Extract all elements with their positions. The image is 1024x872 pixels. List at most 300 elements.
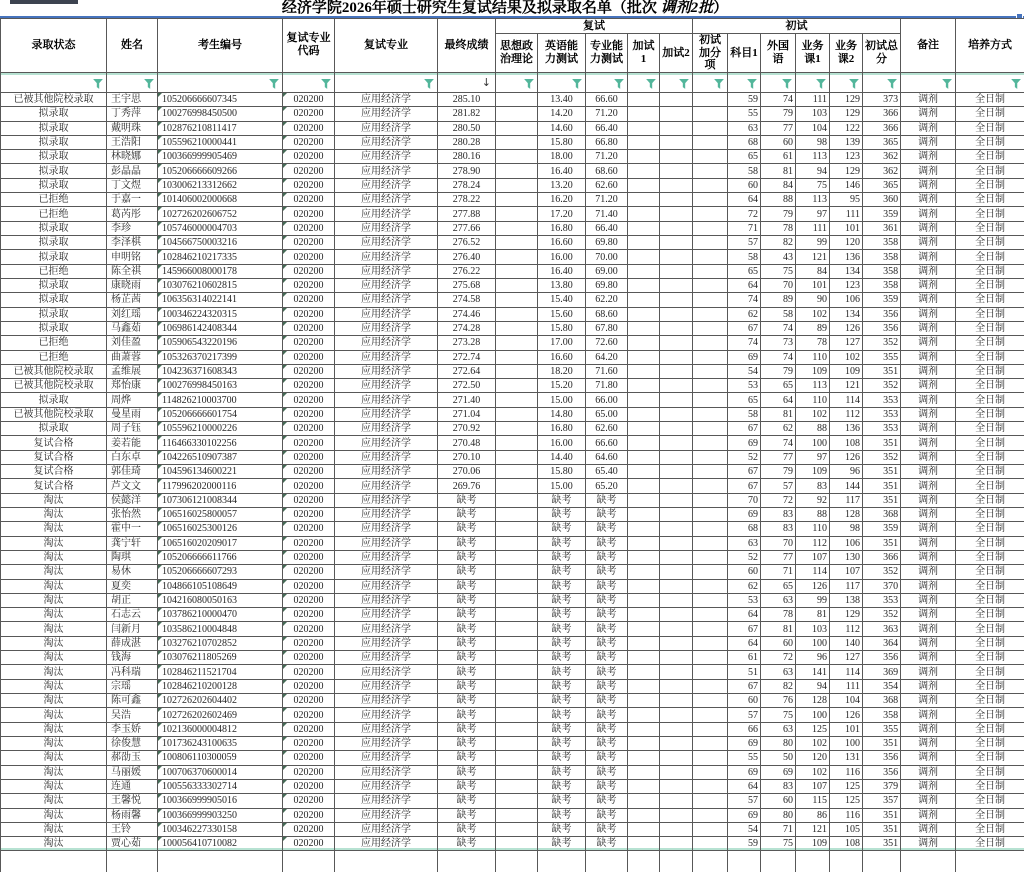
cell-mode[interactable]: 全日制 bbox=[956, 393, 1024, 407]
cell-extra-test-2[interactable] bbox=[660, 493, 693, 507]
cell-candidate-id[interactable]: 104216080050163 bbox=[158, 593, 283, 607]
cell-subject-1[interactable]: 58 bbox=[728, 250, 761, 264]
cell-major-code[interactable]: 020200 bbox=[283, 436, 335, 450]
cell-subject-1[interactable]: 69 bbox=[728, 808, 761, 822]
cell-candidate-id[interactable]: 103076211805269 bbox=[158, 651, 283, 665]
cell-professional-test[interactable]: 66.40 bbox=[586, 221, 628, 235]
cell-professional-test[interactable]: 69.00 bbox=[586, 264, 628, 278]
cell-extra-test-2[interactable] bbox=[660, 550, 693, 564]
cell-course-2[interactable]: 136 bbox=[830, 250, 863, 264]
cell-initial-total[interactable]: 356 bbox=[863, 765, 901, 779]
cell-final-score[interactable]: 281.82 bbox=[438, 107, 496, 121]
cell-subject-1[interactable]: 59 bbox=[728, 92, 761, 106]
cell-professional-test[interactable]: 缺考 bbox=[586, 765, 628, 779]
cell-extra-test-2[interactable] bbox=[660, 622, 693, 636]
cell-extra-test-2[interactable] bbox=[660, 450, 693, 464]
cell-name[interactable]: 曼星雨 bbox=[107, 407, 158, 421]
cell-name[interactable]: 贾心茹 bbox=[107, 837, 158, 851]
cell-major[interactable]: 应用经济学 bbox=[335, 708, 438, 722]
cell-subject-1[interactable]: 64 bbox=[728, 636, 761, 650]
cell-major-code[interactable]: 020200 bbox=[283, 794, 335, 808]
cell-initial-total[interactable]: 351 bbox=[863, 436, 901, 450]
cell-initial-total[interactable]: 359 bbox=[863, 207, 901, 221]
empty-cell[interactable] bbox=[956, 851, 1024, 872]
cell-initial-bonus[interactable] bbox=[693, 407, 728, 421]
cell-mode[interactable]: 全日制 bbox=[956, 579, 1024, 593]
filter-button-initial-total[interactable] bbox=[863, 72, 901, 92]
empty-cell[interactable] bbox=[628, 851, 660, 872]
cell-subject-1[interactable]: 69 bbox=[728, 765, 761, 779]
cell-extra-test-2[interactable] bbox=[660, 364, 693, 378]
cell-name[interactable]: 陈全祺 bbox=[107, 264, 158, 278]
cell-candidate-id[interactable]: 145966008000178 bbox=[158, 264, 283, 278]
cell-initial-bonus[interactable] bbox=[693, 579, 728, 593]
cell-extra-test-1[interactable] bbox=[628, 536, 660, 550]
cell-extra-test-1[interactable] bbox=[628, 507, 660, 521]
cell-mode[interactable]: 全日制 bbox=[956, 150, 1024, 164]
cell-subject-1[interactable]: 60 bbox=[728, 178, 761, 192]
cell-professional-test[interactable]: 缺考 bbox=[586, 493, 628, 507]
cell-professional-test[interactable]: 缺考 bbox=[586, 507, 628, 521]
cell-remark[interactable]: 调剂 bbox=[901, 565, 956, 579]
cell-status[interactable]: 拟录取 bbox=[1, 393, 107, 407]
cell-name[interactable]: 侯懿洋 bbox=[107, 493, 158, 507]
cell-candidate-id[interactable]: 100366999905016 bbox=[158, 794, 283, 808]
cell-extra-test-2[interactable] bbox=[660, 608, 693, 622]
cell-status[interactable]: 淘汰 bbox=[1, 622, 107, 636]
cell-mode[interactable]: 全日制 bbox=[956, 465, 1024, 479]
cell-course-2[interactable]: 139 bbox=[830, 135, 863, 149]
cell-course-1[interactable]: 102 bbox=[796, 307, 830, 321]
cell-professional-test[interactable]: 缺考 bbox=[586, 722, 628, 736]
cell-remark[interactable]: 调剂 bbox=[901, 608, 956, 622]
cell-remark[interactable]: 调剂 bbox=[901, 250, 956, 264]
cell-english-test[interactable]: 14.40 bbox=[538, 450, 586, 464]
cell-status[interactable]: 已拒绝 bbox=[1, 264, 107, 278]
cell-extra-test-1[interactable] bbox=[628, 708, 660, 722]
cell-foreign-language[interactable]: 82 bbox=[761, 679, 796, 693]
cell-extra-test-1[interactable] bbox=[628, 479, 660, 493]
empty-cell[interactable] bbox=[283, 851, 335, 872]
cell-major[interactable]: 应用经济学 bbox=[335, 808, 438, 822]
cell-english-test[interactable]: 16.60 bbox=[538, 350, 586, 364]
cell-english-test[interactable]: 缺考 bbox=[538, 507, 586, 521]
cell-subject-1[interactable]: 62 bbox=[728, 579, 761, 593]
cell-final-score[interactable]: 276.22 bbox=[438, 264, 496, 278]
cell-professional-test[interactable]: 缺考 bbox=[586, 794, 628, 808]
cell-subject-1[interactable]: 69 bbox=[728, 350, 761, 364]
cell-professional-test[interactable]: 缺考 bbox=[586, 651, 628, 665]
cell-mode[interactable]: 全日制 bbox=[956, 679, 1024, 693]
cell-mode[interactable]: 全日制 bbox=[956, 264, 1024, 278]
cell-course-1[interactable]: 110 bbox=[796, 350, 830, 364]
cell-initial-total[interactable]: 359 bbox=[863, 293, 901, 307]
cell-foreign-language[interactable]: 74 bbox=[761, 321, 796, 335]
cell-foreign-language[interactable]: 80 bbox=[761, 808, 796, 822]
cell-candidate-id[interactable]: 103786210000470 bbox=[158, 608, 283, 622]
cell-candidate-id[interactable]: 105206666601754 bbox=[158, 407, 283, 421]
cell-course-2[interactable]: 122 bbox=[830, 121, 863, 135]
cell-remark[interactable]: 调剂 bbox=[901, 708, 956, 722]
cell-extra-test-1[interactable] bbox=[628, 336, 660, 350]
cell-extra-test-2[interactable] bbox=[660, 507, 693, 521]
cell-major[interactable]: 应用经济学 bbox=[335, 565, 438, 579]
cell-name[interactable]: 周子钰 bbox=[107, 422, 158, 436]
cell-english-test[interactable]: 15.80 bbox=[538, 321, 586, 335]
cell-course-1[interactable]: 110 bbox=[796, 522, 830, 536]
cell-politics[interactable] bbox=[496, 278, 538, 292]
cell-final-score[interactable]: 273.28 bbox=[438, 336, 496, 350]
cell-initial-total[interactable]: 366 bbox=[863, 107, 901, 121]
empty-cell[interactable] bbox=[496, 851, 538, 872]
cell-subject-1[interactable]: 67 bbox=[728, 679, 761, 693]
cell-subject-1[interactable]: 58 bbox=[728, 164, 761, 178]
cell-status[interactable]: 淘汰 bbox=[1, 507, 107, 521]
cell-candidate-id[interactable]: 102136000004812 bbox=[158, 722, 283, 736]
cell-name[interactable]: 戴明珠 bbox=[107, 121, 158, 135]
cell-extra-test-2[interactable] bbox=[660, 808, 693, 822]
cell-initial-bonus[interactable] bbox=[693, 550, 728, 564]
cell-subject-1[interactable]: 58 bbox=[728, 407, 761, 421]
empty-cell[interactable] bbox=[107, 851, 158, 872]
cell-initial-total[interactable]: 352 bbox=[863, 565, 901, 579]
cell-candidate-id[interactable]: 104236371608343 bbox=[158, 364, 283, 378]
cell-professional-test[interactable]: 70.00 bbox=[586, 250, 628, 264]
cell-major[interactable]: 应用经济学 bbox=[335, 193, 438, 207]
cell-major[interactable]: 应用经济学 bbox=[335, 436, 438, 450]
cell-initial-total[interactable]: 379 bbox=[863, 779, 901, 793]
cell-extra-test-1[interactable] bbox=[628, 565, 660, 579]
cell-politics[interactable] bbox=[496, 92, 538, 106]
cell-politics[interactable] bbox=[496, 507, 538, 521]
cell-major-code[interactable]: 020200 bbox=[283, 608, 335, 622]
cell-status[interactable]: 淘汰 bbox=[1, 736, 107, 750]
cell-extra-test-2[interactable] bbox=[660, 751, 693, 765]
cell-major[interactable]: 应用经济学 bbox=[335, 736, 438, 750]
cell-candidate-id[interactable]: 105906543220196 bbox=[158, 336, 283, 350]
cell-initial-total[interactable]: 366 bbox=[863, 121, 901, 135]
cell-course-2[interactable]: 95 bbox=[830, 193, 863, 207]
cell-extra-test-2[interactable] bbox=[660, 250, 693, 264]
cell-course-1[interactable]: 109 bbox=[796, 465, 830, 479]
cell-initial-total[interactable]: 351 bbox=[863, 493, 901, 507]
cell-subject-1[interactable]: 54 bbox=[728, 822, 761, 836]
cell-initial-bonus[interactable] bbox=[693, 350, 728, 364]
cell-foreign-language[interactable]: 57 bbox=[761, 479, 796, 493]
cell-final-score[interactable]: 缺考 bbox=[438, 536, 496, 550]
cell-foreign-language[interactable]: 82 bbox=[761, 236, 796, 250]
cell-english-test[interactable]: 缺考 bbox=[538, 794, 586, 808]
cell-initial-total[interactable]: 359 bbox=[863, 522, 901, 536]
cell-initial-bonus[interactable] bbox=[693, 321, 728, 335]
empty-cell[interactable] bbox=[158, 851, 283, 872]
cell-english-test[interactable]: 13.80 bbox=[538, 278, 586, 292]
cell-extra-test-1[interactable] bbox=[628, 622, 660, 636]
cell-major[interactable]: 应用经济学 bbox=[335, 751, 438, 765]
cell-extra-test-2[interactable] bbox=[660, 121, 693, 135]
cell-subject-1[interactable]: 52 bbox=[728, 450, 761, 464]
cell-status[interactable]: 淘汰 bbox=[1, 751, 107, 765]
cell-subject-1[interactable]: 55 bbox=[728, 107, 761, 121]
cell-english-test[interactable]: 缺考 bbox=[538, 493, 586, 507]
cell-initial-total[interactable]: 358 bbox=[863, 264, 901, 278]
cell-status[interactable]: 拟录取 bbox=[1, 150, 107, 164]
cell-extra-test-2[interactable] bbox=[660, 193, 693, 207]
cell-candidate-id[interactable]: 117996202000116 bbox=[158, 479, 283, 493]
cell-name[interactable]: 马丽媛 bbox=[107, 765, 158, 779]
cell-status[interactable]: 淘汰 bbox=[1, 636, 107, 650]
cell-major-code[interactable]: 020200 bbox=[283, 178, 335, 192]
cell-extra-test-1[interactable] bbox=[628, 178, 660, 192]
cell-english-test[interactable]: 缺考 bbox=[538, 751, 586, 765]
cell-remark[interactable]: 调剂 bbox=[901, 107, 956, 121]
cell-name[interactable]: 孟维展 bbox=[107, 364, 158, 378]
cell-final-score[interactable]: 269.76 bbox=[438, 479, 496, 493]
cell-extra-test-2[interactable] bbox=[660, 207, 693, 221]
cell-name[interactable]: 杨芷茜 bbox=[107, 293, 158, 307]
cell-extra-test-2[interactable] bbox=[660, 278, 693, 292]
cell-name[interactable]: 李珍 bbox=[107, 221, 158, 235]
cell-foreign-language[interactable]: 89 bbox=[761, 293, 796, 307]
cell-foreign-language[interactable]: 76 bbox=[761, 694, 796, 708]
cell-professional-test[interactable]: 缺考 bbox=[586, 751, 628, 765]
cell-course-1[interactable]: 107 bbox=[796, 550, 830, 564]
cell-major-code[interactable]: 020200 bbox=[283, 92, 335, 106]
cell-final-score[interactable]: 280.28 bbox=[438, 135, 496, 149]
cell-initial-bonus[interactable] bbox=[693, 493, 728, 507]
cell-english-test[interactable]: 缺考 bbox=[538, 636, 586, 650]
cell-remark[interactable]: 调剂 bbox=[901, 536, 956, 550]
cell-major-code[interactable]: 020200 bbox=[283, 651, 335, 665]
cell-subject-1[interactable]: 65 bbox=[728, 264, 761, 278]
cell-subject-1[interactable]: 63 bbox=[728, 536, 761, 550]
cell-initial-bonus[interactable] bbox=[693, 379, 728, 393]
cell-mode[interactable]: 全日制 bbox=[956, 736, 1024, 750]
cell-mode[interactable]: 全日制 bbox=[956, 164, 1024, 178]
cell-course-1[interactable]: 100 bbox=[796, 436, 830, 450]
cell-politics[interactable] bbox=[496, 221, 538, 235]
cell-extra-test-2[interactable] bbox=[660, 336, 693, 350]
cell-course-2[interactable]: 144 bbox=[830, 479, 863, 493]
cell-candidate-id[interactable]: 100806110300059 bbox=[158, 751, 283, 765]
cell-mode[interactable]: 全日制 bbox=[956, 336, 1024, 350]
cell-subject-1[interactable]: 70 bbox=[728, 493, 761, 507]
cell-course-1[interactable]: 99 bbox=[796, 593, 830, 607]
cell-initial-total[interactable]: 353 bbox=[863, 422, 901, 436]
cell-professional-test[interactable]: 66.60 bbox=[586, 92, 628, 106]
cell-final-score[interactable]: 270.10 bbox=[438, 450, 496, 464]
cell-course-1[interactable]: 111 bbox=[796, 92, 830, 106]
cell-initial-bonus[interactable] bbox=[693, 422, 728, 436]
cell-initial-total[interactable]: 362 bbox=[863, 150, 901, 164]
cell-professional-test[interactable]: 66.00 bbox=[586, 393, 628, 407]
cell-extra-test-1[interactable] bbox=[628, 250, 660, 264]
cell-mode[interactable]: 全日制 bbox=[956, 135, 1024, 149]
cell-name[interactable]: 郝劭玉 bbox=[107, 751, 158, 765]
cell-course-2[interactable]: 127 bbox=[830, 336, 863, 350]
cell-mode[interactable]: 全日制 bbox=[956, 92, 1024, 106]
cell-remark[interactable]: 调剂 bbox=[901, 808, 956, 822]
cell-foreign-language[interactable]: 81 bbox=[761, 164, 796, 178]
cell-foreign-language[interactable]: 73 bbox=[761, 336, 796, 350]
cell-initial-bonus[interactable] bbox=[693, 765, 728, 779]
cell-status[interactable]: 复试合格 bbox=[1, 436, 107, 450]
cell-name[interactable]: 徐俊慧 bbox=[107, 736, 158, 750]
empty-cell[interactable] bbox=[761, 851, 796, 872]
cell-course-1[interactable]: 103 bbox=[796, 622, 830, 636]
cell-final-score[interactable]: 缺考 bbox=[438, 636, 496, 650]
cell-remark[interactable]: 调剂 bbox=[901, 164, 956, 178]
cell-professional-test[interactable]: 71.20 bbox=[586, 193, 628, 207]
cell-english-test[interactable]: 16.40 bbox=[538, 264, 586, 278]
filter-button-major[interactable] bbox=[335, 72, 438, 92]
cell-course-1[interactable]: 97 bbox=[796, 450, 830, 464]
cell-foreign-language[interactable]: 79 bbox=[761, 207, 796, 221]
cell-foreign-language[interactable]: 79 bbox=[761, 465, 796, 479]
cell-course-1[interactable]: 78 bbox=[796, 336, 830, 350]
cell-extra-test-2[interactable] bbox=[660, 708, 693, 722]
cell-major[interactable]: 应用经济学 bbox=[335, 651, 438, 665]
cell-foreign-language[interactable]: 65 bbox=[761, 379, 796, 393]
cell-initial-total[interactable]: 358 bbox=[863, 708, 901, 722]
cell-course-1[interactable]: 75 bbox=[796, 178, 830, 192]
cell-subject-1[interactable]: 69 bbox=[728, 507, 761, 521]
cell-extra-test-2[interactable] bbox=[660, 236, 693, 250]
cell-major[interactable]: 应用经济学 bbox=[335, 536, 438, 550]
cell-professional-test[interactable]: 缺考 bbox=[586, 636, 628, 650]
cell-english-test[interactable]: 13.40 bbox=[538, 92, 586, 106]
cell-foreign-language[interactable]: 62 bbox=[761, 422, 796, 436]
cell-final-score[interactable]: 285.10 bbox=[438, 92, 496, 106]
cell-name[interactable]: 芦文文 bbox=[107, 479, 158, 493]
cell-course-1[interactable]: 115 bbox=[796, 794, 830, 808]
cell-english-test[interactable]: 缺考 bbox=[538, 522, 586, 536]
cell-course-2[interactable]: 131 bbox=[830, 751, 863, 765]
cell-initial-total[interactable]: 373 bbox=[863, 92, 901, 106]
cell-initial-bonus[interactable] bbox=[693, 250, 728, 264]
cell-final-score[interactable]: 280.16 bbox=[438, 150, 496, 164]
cell-major-code[interactable]: 020200 bbox=[283, 364, 335, 378]
cell-initial-total[interactable]: 356 bbox=[863, 651, 901, 665]
cell-subject-1[interactable]: 63 bbox=[728, 121, 761, 135]
cell-initial-total[interactable]: 361 bbox=[863, 221, 901, 235]
cell-course-2[interactable]: 130 bbox=[830, 550, 863, 564]
cell-english-test[interactable]: 缺考 bbox=[538, 765, 586, 779]
cell-candidate-id[interactable]: 103586210004848 bbox=[158, 622, 283, 636]
filter-button-candidate-id[interactable] bbox=[158, 72, 283, 92]
cell-professional-test[interactable]: 64.60 bbox=[586, 450, 628, 464]
cell-status[interactable]: 拟录取 bbox=[1, 121, 107, 135]
cell-course-1[interactable]: 83 bbox=[796, 479, 830, 493]
cell-foreign-language[interactable]: 81 bbox=[761, 622, 796, 636]
cell-course-2[interactable]: 123 bbox=[830, 278, 863, 292]
cell-course-1[interactable]: 98 bbox=[796, 135, 830, 149]
cell-extra-test-1[interactable] bbox=[628, 794, 660, 808]
cell-major[interactable]: 应用经济学 bbox=[335, 465, 438, 479]
cell-initial-bonus[interactable] bbox=[693, 736, 728, 750]
cell-subject-1[interactable]: 60 bbox=[728, 565, 761, 579]
cell-candidate-id[interactable]: 104866105108649 bbox=[158, 579, 283, 593]
cell-name[interactable]: 李泽棋 bbox=[107, 236, 158, 250]
cell-initial-total[interactable]: 358 bbox=[863, 278, 901, 292]
cell-subject-1[interactable]: 55 bbox=[728, 751, 761, 765]
cell-extra-test-1[interactable] bbox=[628, 422, 660, 436]
cell-politics[interactable] bbox=[496, 250, 538, 264]
cell-course-1[interactable]: 94 bbox=[796, 679, 830, 693]
cell-name[interactable]: 申明铭 bbox=[107, 250, 158, 264]
cell-major-code[interactable]: 020200 bbox=[283, 164, 335, 178]
cell-course-2[interactable]: 129 bbox=[830, 107, 863, 121]
cell-name[interactable]: 王馨悦 bbox=[107, 794, 158, 808]
cell-major[interactable]: 应用经济学 bbox=[335, 507, 438, 521]
cell-major[interactable]: 应用经济学 bbox=[335, 178, 438, 192]
cell-major[interactable]: 应用经济学 bbox=[335, 450, 438, 464]
cell-course-2[interactable]: 106 bbox=[830, 536, 863, 550]
cell-major[interactable]: 应用经济学 bbox=[335, 121, 438, 135]
cell-name[interactable]: 王铃 bbox=[107, 822, 158, 836]
cell-extra-test-2[interactable] bbox=[660, 221, 693, 235]
cell-course-1[interactable]: 100 bbox=[796, 708, 830, 722]
cell-foreign-language[interactable]: 71 bbox=[761, 565, 796, 579]
cell-course-2[interactable]: 112 bbox=[830, 407, 863, 421]
cell-remark[interactable]: 调剂 bbox=[901, 522, 956, 536]
cell-course-2[interactable]: 109 bbox=[830, 364, 863, 378]
cell-initial-bonus[interactable] bbox=[693, 622, 728, 636]
cell-professional-test[interactable]: 67.80 bbox=[586, 321, 628, 335]
cell-candidate-id[interactable]: 100556333302714 bbox=[158, 779, 283, 793]
cell-initial-bonus[interactable] bbox=[693, 794, 728, 808]
cell-english-test[interactable]: 缺考 bbox=[538, 822, 586, 836]
cell-name[interactable]: 王宇思 bbox=[107, 92, 158, 106]
cell-initial-total[interactable]: 353 bbox=[863, 593, 901, 607]
cell-course-1[interactable]: 109 bbox=[796, 837, 830, 851]
cell-final-score[interactable]: 278.90 bbox=[438, 164, 496, 178]
cell-professional-test[interactable]: 缺考 bbox=[586, 536, 628, 550]
cell-professional-test[interactable]: 66.60 bbox=[586, 436, 628, 450]
cell-politics[interactable] bbox=[496, 407, 538, 421]
cell-candidate-id[interactable]: 102846211521704 bbox=[158, 665, 283, 679]
cell-name[interactable]: 姜若能 bbox=[107, 436, 158, 450]
cell-final-score[interactable]: 278.24 bbox=[438, 178, 496, 192]
cell-initial-total[interactable]: 368 bbox=[863, 507, 901, 521]
cell-name[interactable]: 陶琪 bbox=[107, 550, 158, 564]
cell-course-2[interactable]: 106 bbox=[830, 293, 863, 307]
cell-course-2[interactable]: 100 bbox=[830, 736, 863, 750]
cell-mode[interactable]: 全日制 bbox=[956, 493, 1024, 507]
cell-major[interactable]: 应用经济学 bbox=[335, 293, 438, 307]
cell-extra-test-2[interactable] bbox=[660, 665, 693, 679]
cell-foreign-language[interactable]: 78 bbox=[761, 221, 796, 235]
cell-status[interactable]: 拟录取 bbox=[1, 250, 107, 264]
cell-course-1[interactable]: 125 bbox=[796, 722, 830, 736]
cell-course-1[interactable]: 128 bbox=[796, 694, 830, 708]
cell-course-1[interactable]: 100 bbox=[796, 636, 830, 650]
cell-course-1[interactable]: 110 bbox=[796, 393, 830, 407]
cell-major-code[interactable]: 020200 bbox=[283, 565, 335, 579]
cell-course-2[interactable]: 146 bbox=[830, 178, 863, 192]
cell-subject-1[interactable]: 53 bbox=[728, 379, 761, 393]
cell-mode[interactable]: 全日制 bbox=[956, 107, 1024, 121]
cell-mode[interactable]: 全日制 bbox=[956, 221, 1024, 235]
empty-cell[interactable] bbox=[660, 851, 693, 872]
cell-remark[interactable]: 调剂 bbox=[901, 364, 956, 378]
cell-course-2[interactable]: 114 bbox=[830, 665, 863, 679]
cell-professional-test[interactable]: 71.20 bbox=[586, 150, 628, 164]
cell-course-2[interactable]: 126 bbox=[830, 708, 863, 722]
cell-major-code[interactable]: 020200 bbox=[283, 507, 335, 521]
cell-extra-test-1[interactable] bbox=[628, 207, 660, 221]
cell-remark[interactable]: 调剂 bbox=[901, 379, 956, 393]
